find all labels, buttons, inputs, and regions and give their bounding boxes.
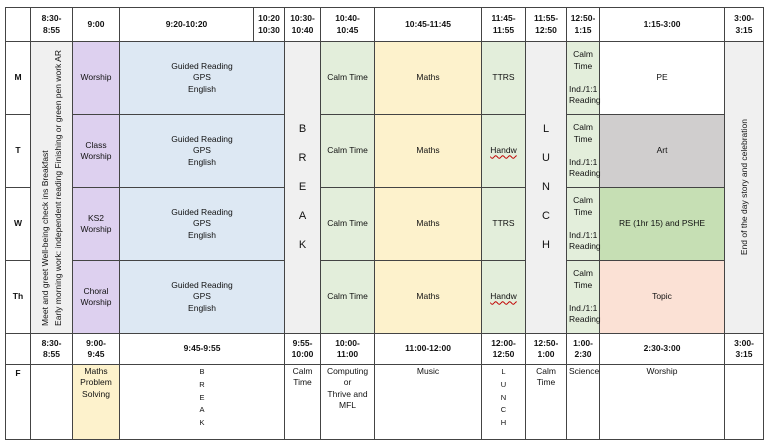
calm-reading-cell: Calm Time Ind./1:1 Reading [567,188,600,261]
lunch-vertical: L U N C H [542,122,550,252]
time-11-00: 11:00-12:00 [375,334,482,365]
friday-break-cell [120,365,285,440]
day-label: M [6,42,31,115]
calm-time-cell: Calm Time [321,261,375,334]
maths-cell: Maths [375,42,482,115]
time-12-50: 12:50- 1:15 [567,8,600,42]
time-3-00: 3:00- 3:15 [725,334,764,365]
maths-cell: Maths [375,261,482,334]
calm-reading-cell: Calm Time Ind./1:1 Reading [567,115,600,188]
guided-reading-cell: Guided Reading GPS English [120,115,285,188]
header-row [6,8,764,42]
time-10-00: 10:00- 11:00 [321,334,375,365]
handwriting-cell [482,261,526,334]
blank-cell [725,365,764,440]
blank-cell [6,334,31,365]
time-10-45: 10:45-11:45 [375,8,482,42]
row-thursday [6,261,764,334]
lunch-cell [526,42,567,334]
friday-calm2-cell: Calm Time [526,365,567,440]
day-label: F [6,365,31,440]
time-10-30: 10:30- 10:40 [285,8,321,42]
time-1-15: 1:15-3:00 [600,8,725,42]
calm-reading-cell: Calm Time Ind./1:1 Reading [567,42,600,115]
afternoon-cell: Art [600,115,725,188]
maths-cell: Maths [375,115,482,188]
day-label: Th [6,261,31,334]
afternoon-cell: Topic [600,261,725,334]
time-2-30: 2:30-3:00 [600,334,725,365]
break-vertical: B R E A K [298,122,307,252]
handwriting-cell [482,115,526,188]
friday-worship-cell: Worship [600,365,725,440]
music-cell: Music [375,365,482,440]
morning-activities [31,42,73,334]
calm-time-cell: Calm Time [321,188,375,261]
time-3-00: 3:00- 3:15 [725,8,764,42]
friday-calm-cell: Calm Time [285,365,321,440]
row-wednesday [6,188,764,261]
worship-cell: Class Worship [73,115,120,188]
calm-time-cell: Calm Time [321,115,375,188]
guided-reading-cell: Guided Reading GPS English [120,188,285,261]
time-9-00: 9:00- 9:45 [73,334,120,365]
calm-time-cell: Calm Time [321,42,375,115]
row-tuesday [6,115,764,188]
friday-lunch-vertical: L U N C H [500,367,507,427]
row-friday [6,365,764,440]
end-of-day-text: End of the day story and celebration [738,119,749,256]
afternoon-cell: PE [600,42,725,115]
morning-text: Meet and greet Well-being check ins Breakfast Early morning work: independent reading Finishing or green pen work AR [39,49,63,326]
corner-cell [6,8,31,42]
time-9-55: 9:55- 10:00 [285,334,321,365]
time-11-55: 11:55- 12:50 [526,8,567,42]
blank-cell [31,365,73,440]
guided-reading-cell: Guided Reading GPS English [120,261,285,334]
computing-cell: Computing or Thrive and MFL [321,365,375,440]
time-12-00: 12:00- 12:50 [482,334,526,365]
timetable [5,7,764,440]
time-9-00: 9:00 [73,8,120,42]
guided-reading-cell: Guided Reading GPS English [120,42,285,115]
handwriting-text: Handw [490,291,517,302]
time-9-45: 9:45-9:55 [120,334,285,365]
time-8-30: 8:30- 8:55 [31,8,73,42]
friday-lunch-cell [482,365,526,440]
time-12-50: 12:50- 1:00 [526,334,567,365]
time-9-20: 9:20-10:20 [120,8,254,42]
ttrs-cell: TTRS [482,188,526,261]
day-label: T [6,115,31,188]
afternoon-cell: RE (1hr 15) and PSHE [600,188,725,261]
friday-break-vertical: B R E A K [199,367,205,427]
day-label: W [6,188,31,261]
science-cell: Science [567,365,600,440]
break-cell [285,42,321,334]
time-10-40: 10:40- 10:45 [321,8,375,42]
maths-problem-solving-cell: Maths Problem Solving [73,365,120,440]
friday-time-row [6,334,764,365]
time-1-00: 1:00- 2:30 [567,334,600,365]
time-11-45: 11:45- 11:55 [482,8,526,42]
end-of-day-cell [725,42,764,334]
handwriting-text: Handw [490,145,517,156]
ttrs-cell: TTRS [482,42,526,115]
time-8-30: 8:30- 8:55 [31,334,73,365]
worship-cell: Worship [73,42,120,115]
row-monday [6,42,764,115]
time-10-20: 10:20 10:30 [254,8,285,42]
maths-cell: Maths [375,188,482,261]
worship-cell: KS2 Worship [73,188,120,261]
worship-cell: Choral Worship [73,261,120,334]
calm-reading-cell: Calm Time Ind./1:1 Reading [567,261,600,334]
